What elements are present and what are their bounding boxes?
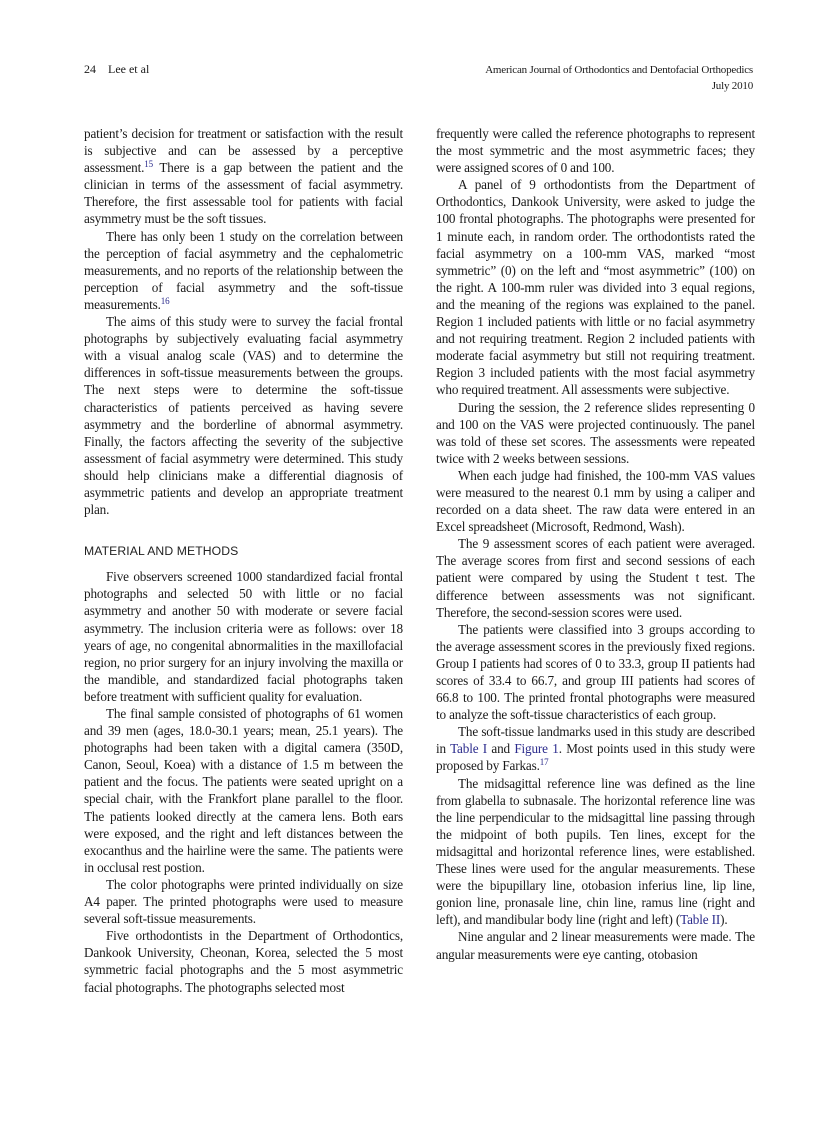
paragraph: frequently were called the reference photographs to represent the most symmetric and the most asymmetric faces; they were assigned scores of 0 and 100. (436, 126, 755, 176)
paragraph-text: There is a gap between the patient and the clinician in terms of the assessment of facial asymmetry. Therefore, the first assessable tool for patients with facial asymmetry must be the soft tissues. (84, 160, 403, 227)
page-number: 24 (84, 62, 96, 76)
paragraph (84, 228, 403, 313)
paragraph: Nine angular and 2 linear measurements were made. The angular measurements were eye canting, otobasion (436, 929, 755, 962)
running-header-right (485, 62, 753, 94)
paragraph (436, 723, 755, 774)
table-2-link[interactable]: Table II (680, 912, 721, 928)
paragraph-text: . Most points used in this study were proposed by Farkas. (436, 741, 756, 774)
paragraph-text: There has only been 1 study on the correlation between the perception of facial asymmetry and the cephalometric measurements, and no reports of the relationship between the perception of facial asymmetry and the soft-tissue measurements. (84, 228, 403, 312)
paragraph-text: and (487, 741, 515, 757)
section-heading-material-methods: MATERIAL AND METHODS (84, 544, 239, 559)
paragraph: The patients were classified into 3 groups according to the average assessment scores in the previously fixed regions. Group I patients had scores of 0 to 33.3, group II patients had scores of 33.4 to 66.7, and group III patients had scores of 66.8 to 100. The printed frontal photographs were measured to analyze the soft-tissue characteristics of each group. (436, 621, 755, 723)
paragraph: The color photographs were printed individually on size A4 paper. The printed photographs were used to measure several soft-tissue measurements. (84, 876, 403, 927)
journal-title: American Journal of Orthodontics and Dentofacial Orthopedics (485, 64, 753, 76)
left-column (84, 125, 403, 996)
paragraph-text: The midsagittal reference line was defined as the line from glabella to subnasale. The horizontal reference line was the line perpendicular to the midsagittal line passing through the midpoint of both pupils. Ten lines, except for the midsagittal and horizontal reference lines, were established. These lines were used for the angular measurements. These were the bipupillary line, otobasion inferius line, lip line, gonion line, pronasale line, chin line, ramus line (right and left), and mandibular body line (right and left) ( (436, 775, 755, 928)
paragraph: Five orthodontists in the Department of Orthodontics, Dankook University, Cheonan, Korea, selected the 5 most symmetric facial photographs and the 5 most asymmetric facial photographs. The photographs selected most (84, 928, 403, 995)
issue-date: July 2010 (711, 80, 753, 92)
paragraph-text: patient’s decision for treatment or satisfaction with the result is subjective and can be assessed by a perceptive assessment. (84, 126, 403, 176)
running-header-left (84, 62, 149, 77)
reference-15-link[interactable]: 15 (144, 159, 153, 170)
paragraph: Five observers screened 1000 standardized facial frontal photographs and selected 50 with little or no facial asymmetry and another 50 with moderate or severe facial asymmetry. The inclusion criteria were as follows: over 18 years of age, no congenital abnormalities in the maxillofacial region, no prior surgery for an injury involving the maxilla or the mandible, and standardized facial photographs taken before treatment with sufficient quality for evaluation. (84, 569, 403, 704)
reference-16-link[interactable]: 16 (160, 295, 170, 306)
paragraph (84, 125, 403, 228)
paragraph: When each judge had finished, the 100-mm VAS values were measured to the nearest 0.1 mm by using a caliper and recorded on a data sheet. The raw data were entered in an Excel spreadsheet (Microsoft, Redmond, Wash). (436, 467, 755, 535)
running-authors: Lee et al (108, 62, 150, 76)
figure-1-link[interactable]: Figure 1 (514, 741, 559, 757)
paragraph: The 9 assessment scores of each patient were averaged. The average scores from first and second sessions of each patient were compared by using the Student t test. The difference between assessments was not significant. Therefore, the second-session scores were used. (436, 536, 755, 620)
right-column (436, 125, 755, 963)
paragraph: The aims of this study were to survey the facial frontal photographs by subjectively evaluating facial asymmetry with a visual analog scale (VAS) and to determine the differences in soft-tissue measurements between the groups. The next steps were to determine the soft-tissue characteristics of patients perceived as having severe asymmetry and the borderline of abnormal asymmetry. Finally, the factors affecting the severity of the subjective assessment of facial asymmetry were determined. This study should help clinicians make a differential diagnosis of asymmetric patients and develop an appropriate treatment plan. (84, 314, 403, 518)
paragraph: During the session, the 2 reference slides representing 0 and 100 on the VAS were projected continuously. The panel was told of these set scores. The assessments were repeated twice with 2 weeks between sessions. (436, 399, 755, 466)
table-1-link[interactable]: Table I (450, 741, 488, 757)
paragraph-text: ). (720, 912, 728, 928)
paragraph: The final sample consisted of photographs of 61 women and 39 men (ages, 18.0-30.1 years; mean, 25.1 years). The photographs had been taken with a digital camera (350D, Canon, Seoul, Koea) with a distance of 1.5 m between the patient and the focus. The patients were seated upright on a special chair, with the Frankfort plane parallel to the floor. The patients looked directly at the camera lens. Both ears were exposed, and the right and left distances between the exocanthus and the hairline were the same. The patients were in occlusal rest postion. (84, 706, 403, 875)
reference-17-link[interactable]: 17 (539, 757, 549, 768)
paragraph-text: The soft-tissue landmarks used in this study are described in (436, 724, 755, 757)
paragraph (436, 775, 755, 929)
paragraph: A panel of 9 orthodontists from the Department of Orthodontics, Dankook University, were asked to judge the 100 frontal photographs. The photographs were presented for 1 minute each, in random order. The orthodontists rated the facial asymmetry on a 100-mm VAS, marked “most symmetric” (0) on the left and “most asymmetric” (100) on the right. A 100-mm ruler was divided into 3 equal regions, and the meaning of the regions was explained to the panel. Region 1 included patients with little or no facial asymmetry and not requiring treatment. Region 2 included patients with moderate facial asymmetry but still not requiring treatment. Region 3 included patients with the most facial asymmetry who required treatment. All assessments were subjective. (436, 177, 755, 398)
